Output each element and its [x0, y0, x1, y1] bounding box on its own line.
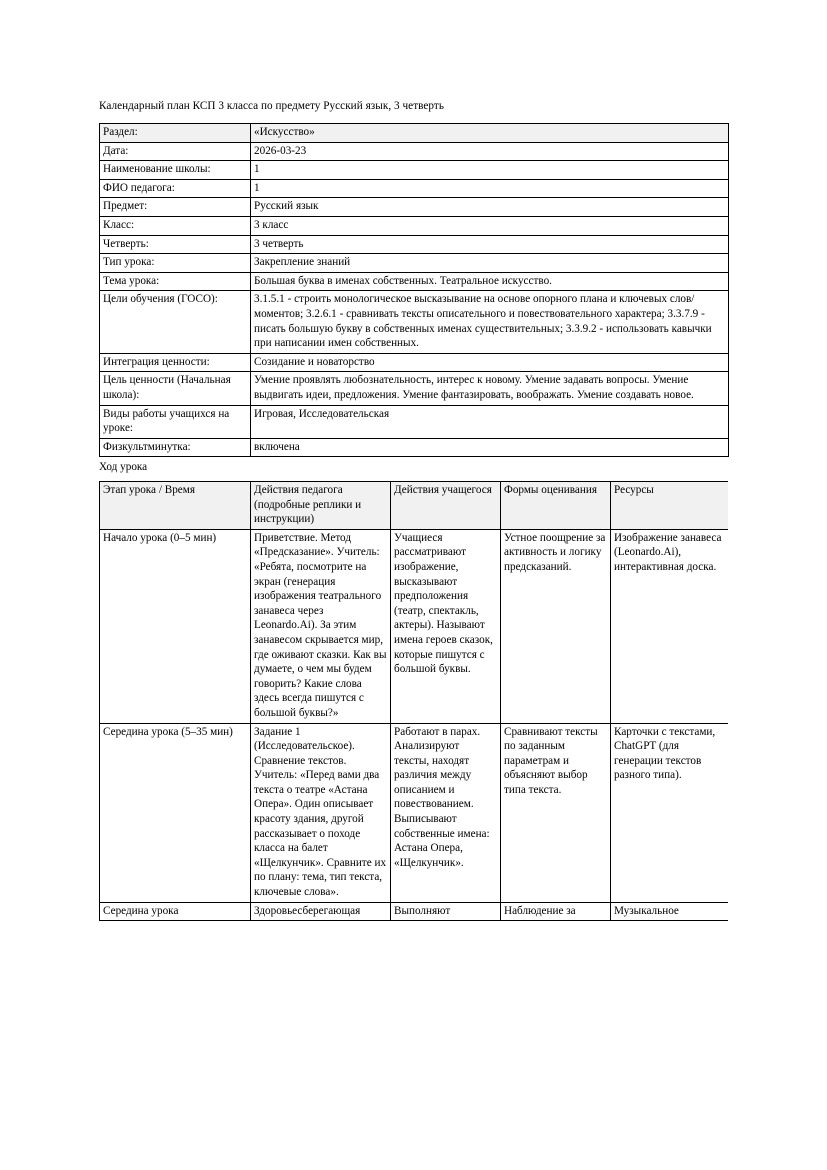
table-row — [100, 372, 729, 405]
table-row — [100, 291, 729, 353]
info-value: 3.1.5.1 - строить монологическое высказывание на основе опорного плана и ключевых слов/моментов; 3.2.6.1 - сравнивать тексты описательного и повествовательного характера; 3.3.7.9 - писать большую букву в собственных именах существительных; 3.3.9.2 - использовать кавычки при написании имен собственных. — [251, 291, 729, 353]
table-row — [100, 254, 729, 273]
info-label: Дата: — [100, 142, 251, 161]
cell-student-actions: Учащиеся рассматривают изображение, высказывают предположения (театр, спектакль, актеры). Называют имена героев сказок, которые пишутся с большой буквы. — [391, 529, 501, 723]
table-row — [100, 529, 729, 723]
info-value: Большая буква в именах собственных. Театральное искусство. — [251, 272, 729, 291]
cell-resources: Изображение занавеса (Leonardo.Ai), интерактивная доска. — [611, 529, 729, 723]
info-value: Созидание и новаторство — [251, 353, 729, 372]
lesson-info-table — [99, 123, 729, 457]
table-row — [100, 198, 729, 217]
lesson-plan-body — [100, 529, 729, 920]
cell-assessment: Сравнивают тексты по заданным параметрам и объясняют выбор типа текста. — [501, 723, 611, 902]
column-header-student-actions: Действия учащегося — [391, 482, 501, 530]
info-value: Игровая, Исследовательская — [251, 405, 729, 438]
cell-teacher-actions: Задание 1 (Исследовательское). Сравнение текстов. Учитель: «Перед вами два текста о театре «Астана Опера». Один описывает красоту здания, другой рассказывает о походе класса на балет «Щелкунчик». Сравните их по плану: тема, тип текста, ключевые слова». — [251, 723, 391, 902]
table-row — [100, 438, 729, 457]
column-header-teacher-actions: Действия педагога (подробные реплики и инструкции) — [251, 482, 391, 530]
cell-teacher-actions: Приветствие. Метод «Предсказание». Учитель: «Ребята, посмотрите на экран (генерация изображения театрального занавеса через Leonardo.Ai). За этим занавесом скрывается мир, где оживают сказки. Как вы думаете, о чем мы будем говорить? Какие слова здесь всегда пишутся с большой буквы?» — [251, 529, 391, 723]
column-header-resources: Ресурсы — [611, 482, 729, 530]
table-row — [100, 142, 729, 161]
column-header-assessment: Формы оценивания — [501, 482, 611, 530]
info-label: Цель ценности (Начальная школа): — [100, 372, 251, 405]
cell-assessment: Наблюдение за — [501, 902, 611, 921]
info-value: 1 — [251, 161, 729, 180]
document-content — [99, 99, 728, 479]
cell-resources: Карточки с текстами, ChatGPT (для генерации текстов разного типа). — [611, 723, 729, 902]
table-row — [100, 902, 729, 921]
table-row — [100, 405, 729, 438]
cell-stage: Середина урока (5–35 мин) — [100, 723, 251, 902]
table-row — [100, 353, 729, 372]
cell-student-actions: Работают в парах. Анализируют тексты, находят различия между описанием и повествованием. Выписывают собственные имена: Астана Опера, «Щелкунчик». — [391, 723, 501, 902]
lesson-info-body — [100, 124, 729, 457]
info-label: Наименование школы: — [100, 161, 251, 180]
table-row — [100, 235, 729, 254]
table-row — [100, 161, 729, 180]
cell-assessment: Устное поощрение за активность и логику предсказаний. — [501, 529, 611, 723]
info-label: Виды работы учащихся на уроке: — [100, 405, 251, 438]
info-value: 3 четверть — [251, 235, 729, 254]
page-title: Календарный план КСП 3 класса по предмету Русский язык, 3 четверть — [99, 100, 444, 112]
info-value: «Искусство» — [251, 124, 729, 143]
info-value: 1 — [251, 179, 729, 198]
cell-student-actions: Выполняют — [391, 902, 501, 921]
table-row — [100, 124, 729, 143]
lesson-plan-table-clip — [99, 481, 728, 1073]
info-value: Закрепление знаний — [251, 254, 729, 273]
info-value: 3 класс — [251, 216, 729, 235]
info-label: Интеграция ценности: — [100, 353, 251, 372]
cell-teacher-actions: Здоровьесберегающая — [251, 902, 391, 921]
info-label: Тип урока: — [100, 254, 251, 273]
cell-resources: Музыкальное — [611, 902, 729, 921]
table-row — [100, 272, 729, 291]
table-row — [100, 216, 729, 235]
info-label: Класс: — [100, 216, 251, 235]
cell-stage: Начало урока (0–5 мин) — [100, 529, 251, 723]
info-label: ФИО педагога: — [100, 179, 251, 198]
lesson-flow-heading: Ход урока — [99, 461, 148, 474]
info-label: Цели обучения (ГОСО): — [100, 291, 251, 353]
info-value: 2026-03-23 — [251, 142, 729, 161]
info-value: Умение проявлять любознательность, интерес к новому. Умение задавать вопросы. Умение выдвигать идеи, предложения. Умение фантазировать, воображать. Умение создавать новое. — [251, 372, 729, 405]
info-label: Раздел: — [100, 124, 251, 143]
info-label: Предмет: — [100, 198, 251, 217]
info-value: включена — [251, 438, 729, 457]
table-header-row — [100, 482, 729, 530]
info-label: Четверть: — [100, 235, 251, 254]
cell-stage: Середина урока — [100, 902, 251, 921]
table-row — [100, 179, 729, 198]
table-row — [100, 723, 729, 902]
info-label: Физкультминутка: — [100, 438, 251, 457]
column-header-stage: Этап урока / Время — [100, 482, 251, 530]
lesson-plan-table — [99, 481, 728, 921]
lesson-plan-header — [100, 482, 729, 530]
info-label: Тема урока: — [100, 272, 251, 291]
info-value: Русский язык — [251, 198, 729, 217]
